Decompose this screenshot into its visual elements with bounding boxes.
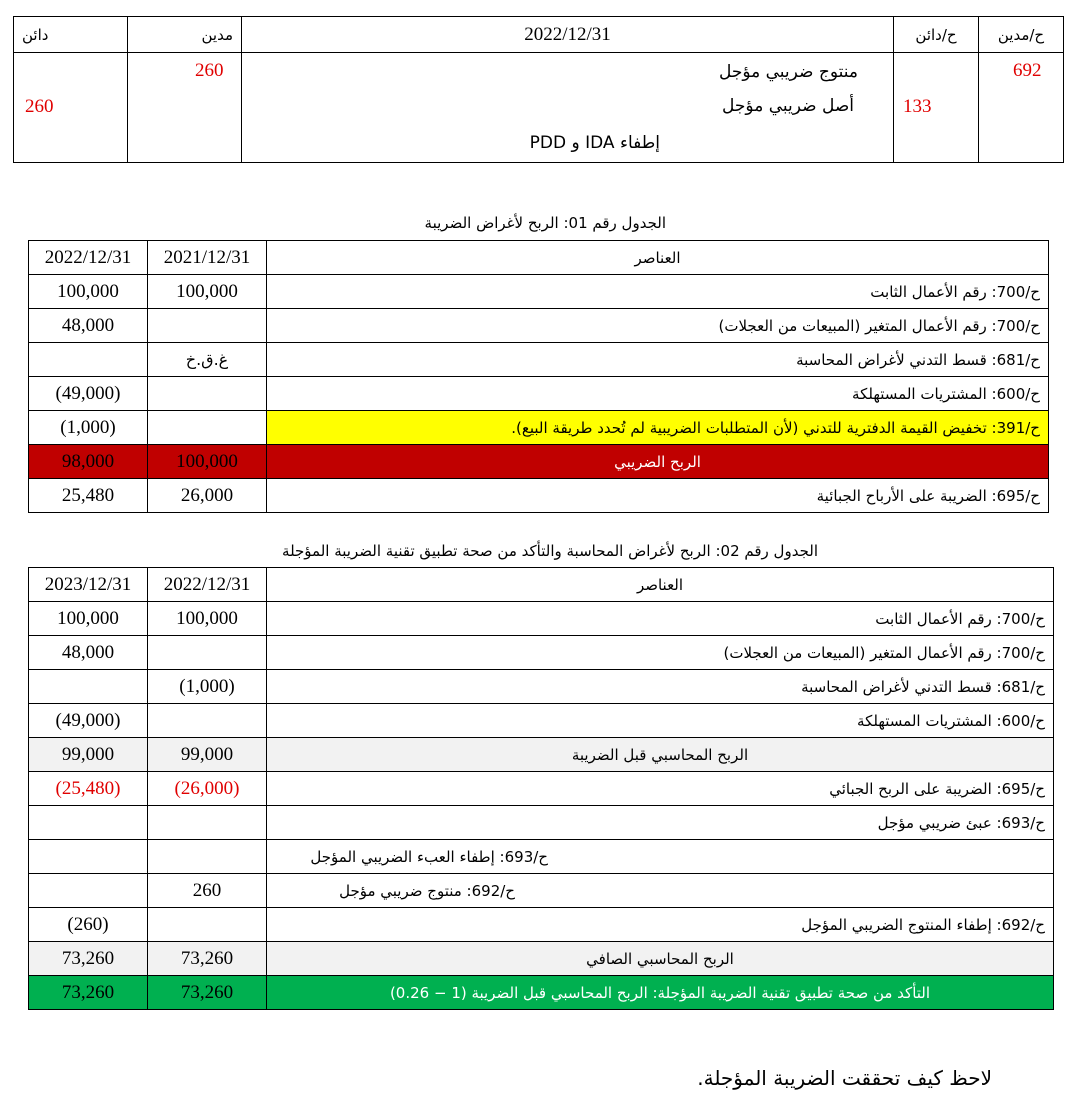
table-row bbox=[29, 806, 1054, 840]
table-row bbox=[29, 343, 1049, 377]
credit-header: دائن bbox=[14, 17, 128, 53]
table2-r8-label: ح/692: منتوج ضريبي مؤجل bbox=[267, 874, 1054, 908]
footer-note: لاحظ كيف تحققت الضريبة المؤجلة. bbox=[697, 1066, 992, 1090]
journal-line-3: إطفاء IDA و PDD bbox=[529, 133, 660, 153]
table2-r6-c2 bbox=[148, 806, 267, 840]
table1-r3-label: ح/600: المشتريات المستهلكة bbox=[267, 377, 1049, 411]
table2-r2-label: ح/681: قسط التدني لأغراض المحاسبة bbox=[267, 670, 1054, 704]
table1-r1-c1: 48,000 bbox=[29, 309, 148, 343]
table-row bbox=[29, 840, 1054, 874]
table1-col2-header: 2021/12/31 bbox=[148, 241, 267, 275]
table2-r3-c2 bbox=[148, 704, 267, 738]
table-row bbox=[29, 942, 1054, 976]
table2-r11-c1: 73,260 bbox=[29, 976, 148, 1010]
table-row bbox=[29, 602, 1054, 636]
table2-col2-header: 2022/12/31 bbox=[148, 568, 267, 602]
table2-r0-c1: 100,000 bbox=[29, 602, 148, 636]
table2-r7-label: ح/693: إطفاء العبء الضريبي المؤجل bbox=[267, 840, 1054, 874]
table2-r5-c1: (25,480) bbox=[29, 772, 148, 806]
table2-r4-c1: 99,000 bbox=[29, 738, 148, 772]
table1-r5-c1: 98,000 bbox=[29, 445, 148, 479]
table1-r0-c1: 100,000 bbox=[29, 275, 148, 309]
table1-items-header: العناصر bbox=[267, 241, 1049, 275]
table-row bbox=[29, 309, 1049, 343]
table2-r2-c2: (1,000) bbox=[148, 670, 267, 704]
table-row bbox=[29, 670, 1054, 704]
table-row bbox=[29, 908, 1054, 942]
table2-r2-c1 bbox=[29, 670, 148, 704]
table1 bbox=[28, 240, 1049, 513]
table2-r4-label: الربح المحاسبي قبل الضريبة bbox=[267, 738, 1054, 772]
table-row bbox=[29, 704, 1054, 738]
journal-line-1: منتوج ضريبي مؤجل bbox=[718, 62, 858, 82]
table2-items-header: العناصر bbox=[267, 568, 1054, 602]
account-credit-header: ح/دائن bbox=[894, 17, 979, 53]
table2-r9-c1: (260) bbox=[29, 908, 148, 942]
table2-r7-c2 bbox=[148, 840, 267, 874]
table2-r7-c1 bbox=[29, 840, 148, 874]
table2-caption: الجدول رقم 02: الربح لأغراض المحاسبة والتأكد من صحة تطبيق تقنية الضريبة المؤجلة bbox=[282, 542, 818, 560]
account-debit-header: ح/مدين bbox=[979, 17, 1064, 53]
table2 bbox=[28, 567, 1054, 1010]
table1-r2-c1 bbox=[29, 343, 148, 377]
table2-r11-label: التأكد من صحة تطبيق تقنية الضريبة المؤجلة: الربح المحاسبي قبل الضريبة (1 − 0.26) bbox=[267, 976, 1054, 1010]
table1-r4-c1: (1,000) bbox=[29, 411, 148, 445]
table2-r9-label: ح/692: إطفاء المنتوج الضريبي المؤجل bbox=[267, 908, 1054, 942]
table2-r10-c1: 73,260 bbox=[29, 942, 148, 976]
journal-debit-cell bbox=[128, 53, 242, 163]
journal-debit-amount: 260 bbox=[195, 60, 224, 81]
table2-r1-c2 bbox=[148, 636, 267, 670]
table-row bbox=[29, 411, 1049, 445]
table1-r0-c2: 100,000 bbox=[148, 275, 267, 309]
journal-credit-account: 133 bbox=[903, 96, 932, 117]
table2-r6-c1 bbox=[29, 806, 148, 840]
table-row bbox=[29, 738, 1054, 772]
table1-col1-header: 2022/12/31 bbox=[29, 241, 148, 275]
table-row bbox=[29, 479, 1049, 513]
table1-r2-c2: غ.ق.خ bbox=[148, 343, 267, 377]
table1-r5-label: الربح الضريبي bbox=[267, 445, 1049, 479]
table-row bbox=[29, 275, 1049, 309]
table-row bbox=[29, 445, 1049, 479]
table1-r2-label: ح/681: قسط التدني لأغراض المحاسبة bbox=[267, 343, 1049, 377]
table2-r6-label: ح/693: عبئ ضريبي مؤجل bbox=[267, 806, 1054, 840]
table1-r5-c2: 100,000 bbox=[148, 445, 267, 479]
table2-r0-c2: 100,000 bbox=[148, 602, 267, 636]
table1-r4-label: ح/391: تخفيض القيمة الدفترية للتدني (لأن المتطلبات الضريبية لم تُحدد طريقة البيع). bbox=[267, 411, 1049, 445]
table2-r3-c1: (49,000) bbox=[29, 704, 148, 738]
table-row bbox=[29, 377, 1049, 411]
table2-col1-header: 2023/12/31 bbox=[29, 568, 148, 602]
journal-credit-amount: 260 bbox=[25, 96, 54, 117]
table2-r5-c2: (26,000) bbox=[148, 772, 267, 806]
table-row bbox=[29, 772, 1054, 806]
table2-r11-c2: 73,260 bbox=[148, 976, 267, 1010]
table2-r8-c2: 260 bbox=[148, 874, 267, 908]
table1-r4-c2 bbox=[148, 411, 267, 445]
table1-r3-c1: (49,000) bbox=[29, 377, 148, 411]
table2-r1-label: ح/700: رقم الأعمال المتغير (المبيعات من العجلات) bbox=[267, 636, 1054, 670]
table1-r6-label: ح/695: الضريبة على الأرباح الجبائية bbox=[267, 479, 1049, 513]
table-row bbox=[29, 976, 1054, 1010]
table-row bbox=[29, 636, 1054, 670]
table2-r3-label: ح/600: المشتريات المستهلكة bbox=[267, 704, 1054, 738]
table1-r6-c2: 26,000 bbox=[148, 479, 267, 513]
table1-r3-c2 bbox=[148, 377, 267, 411]
table2-r4-c2: 99,000 bbox=[148, 738, 267, 772]
table1-r6-c1: 25,480 bbox=[29, 479, 148, 513]
table2-r0-label: ح/700: رقم الأعمال الثابت bbox=[267, 602, 1054, 636]
table2-r9-c2 bbox=[148, 908, 267, 942]
table1-r1-label: ح/700: رقم الأعمال المتغير (المبيعات من العجلات) bbox=[267, 309, 1049, 343]
debit-header: مدين bbox=[128, 17, 242, 53]
journal-debit-account: 692 bbox=[1013, 60, 1042, 81]
table2-r8-c1 bbox=[29, 874, 148, 908]
table2-r10-c2: 73,260 bbox=[148, 942, 267, 976]
journal-line-2: أصل ضريبي مؤجل bbox=[722, 96, 854, 116]
table1-caption: الجدول رقم 01: الربح لأغراض الضريبة bbox=[424, 214, 666, 232]
table2-r10-label: الربح المحاسبي الصافي bbox=[267, 942, 1054, 976]
table-row bbox=[29, 874, 1054, 908]
table2-r5-label: ح/695: الضريبة على الربح الجبائي bbox=[267, 772, 1054, 806]
table1-r0-label: ح/700: رقم الأعمال الثابت bbox=[267, 275, 1049, 309]
table2-r1-c1: 48,000 bbox=[29, 636, 148, 670]
table1-r1-c2 bbox=[148, 309, 267, 343]
journal-date: 2022/12/31 bbox=[242, 17, 894, 53]
